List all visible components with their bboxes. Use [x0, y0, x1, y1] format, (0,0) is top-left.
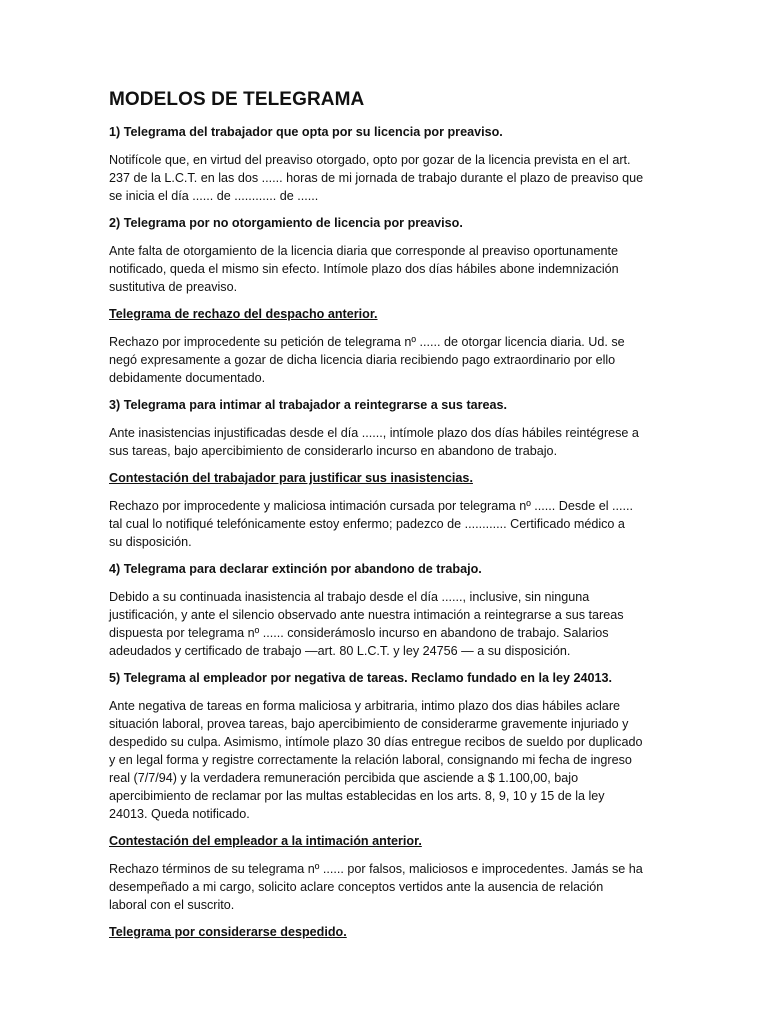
paragraph-5 — [109, 497, 661, 551]
text-line: 24013. Queda notificado. — [109, 807, 250, 821]
text-line: y en legal forma y registre correctamente la relación laboral, consignando mi fecha de ingreso — [109, 753, 632, 767]
text-line: Ante falta de otorgamiento de la licencia diaria que corresponde al preaviso oportunamente — [109, 244, 618, 258]
paragraph-2 — [109, 242, 661, 296]
subheading-rechazo-despacho: Telegrama de rechazo del despacho anterior. — [109, 307, 378, 321]
paragraph-8 — [109, 860, 661, 914]
text-line: Ante inasistencias injustificadas desde el día ......, intímole plazo dos días hábiles reintégrese a — [109, 426, 639, 440]
paragraph-4 — [109, 424, 661, 460]
text-line: se inicia el día ...... de ............ de ...... — [109, 189, 319, 203]
paragraph-3 — [109, 333, 661, 387]
text-line: Ante negativa de tareas en forma maliciosa y arbitraria, intimo plazo dos dias hábiles aclare — [109, 699, 621, 713]
paragraph-1 — [109, 151, 661, 205]
paragraph-7 — [109, 697, 661, 823]
text-line: justificación, y ante el silencio observado ante nuestra intimación a reintegrarse a sus tareas — [109, 608, 624, 622]
text-line: Rechazo por improcedente y maliciosa intimación cursada por telegrama nº ...... Desde el ...... — [109, 499, 633, 513]
text-line: sustitutiva de preaviso. — [109, 280, 238, 294]
text-line: apercibimiento de reclamar por las multas establecidas en los arts. 8, 9, 10 y 15 de la ley — [109, 789, 605, 803]
text-line: 237 de la L.C.T. en las dos ...... horas de mi jornada de trabajo durante el plazo de preaviso que — [109, 171, 644, 185]
text-line: debidamente documentado. — [109, 371, 266, 385]
paragraph-6 — [109, 588, 661, 660]
section-heading-1: 1) Telegrama del trabajador que opta por su licencia por preaviso. — [109, 125, 503, 139]
text-line: negó expresamente a gozar de dicha licencia diaria recibiendo pago extraordinario por ello — [109, 353, 616, 367]
section-heading-4: 4) Telegrama para declarar extinción por abandono de trabajo. — [109, 562, 482, 576]
text-line: real (7/7/94) y la verdadera remuneración percibida que asciende a $ 1.100,00, bajo — [109, 771, 579, 785]
text-line: sus tareas, bajo apercibimiento de considerarlo incurso en abandono de trabajo. — [109, 444, 558, 458]
text-line: Rechazo por improcedente su petición de telegrama nº ...... de otorgar licencia diaria. Ud. se — [109, 335, 625, 349]
text-line: tal cual lo notifiqué telefónicamente estoy enfermo; padezco de ............ Certificado médico a — [109, 517, 625, 531]
section-heading-5: 5) Telegrama al empleador por negativa de tareas. Reclamo fundado en la ley 24013. — [109, 671, 613, 685]
text-line: despedido su culpa. Asimismo, intímole plazo 30 días entregue recibos de sueldo por duplicado — [109, 735, 643, 749]
text-line: su disposición. — [109, 535, 192, 549]
text-line: situación laboral, provea tareas, bajo apercibimiento de considerarme gravemente injuriado y — [109, 717, 629, 731]
text-line: adeudados y certificado de trabajo —art. 80 L.C.T. y ley 24756 — a su disposición. — [109, 644, 571, 658]
text-line: desempeñado a mi cargo, solicito aclare conceptos vertidos ante la ausencia de relación — [109, 880, 604, 894]
section-heading-2: 2) Telegrama por no otorgamiento de licencia por preaviso. — [109, 216, 463, 230]
subheading-considerarse-despedido: Telegrama por considerarse despedido. — [109, 925, 347, 939]
subheading-contestacion-trabajador: Contestación del trabajador para justificar sus inasistencias. — [109, 471, 473, 485]
text-line: laboral con el suscrito. — [109, 898, 235, 912]
section-heading-3: 3) Telegrama para intimar al trabajador a reintegrarse a sus tareas. — [109, 398, 508, 412]
subheading-contestacion-empleador: Contestación del empleador a la intimación anterior. — [109, 834, 422, 848]
text-line: dispuesta por telegrama nº ...... considerámoslo incurso en abandono de trabajo. Salarios — [109, 626, 609, 640]
document-page — [109, 88, 661, 951]
document-title: MODELOS DE TELEGRAMA — [109, 89, 365, 110]
text-line: notificado, queda el mismo sin efecto. Intímole plazo dos días hábiles abone indemnización — [109, 262, 619, 276]
text-line: Rechazo términos de su telegrama nº ...... por falsos, maliciosos e improcedentes. Jamás se ha — [109, 862, 643, 876]
text-line: Notifícole que, en virtud del preaviso otorgado, opto por gozar de la licencia prevista en el art. — [109, 153, 631, 167]
text-line: Debido a su continuada inasistencia al trabajo desde el día ......, inclusive, sin ninguna — [109, 590, 590, 604]
